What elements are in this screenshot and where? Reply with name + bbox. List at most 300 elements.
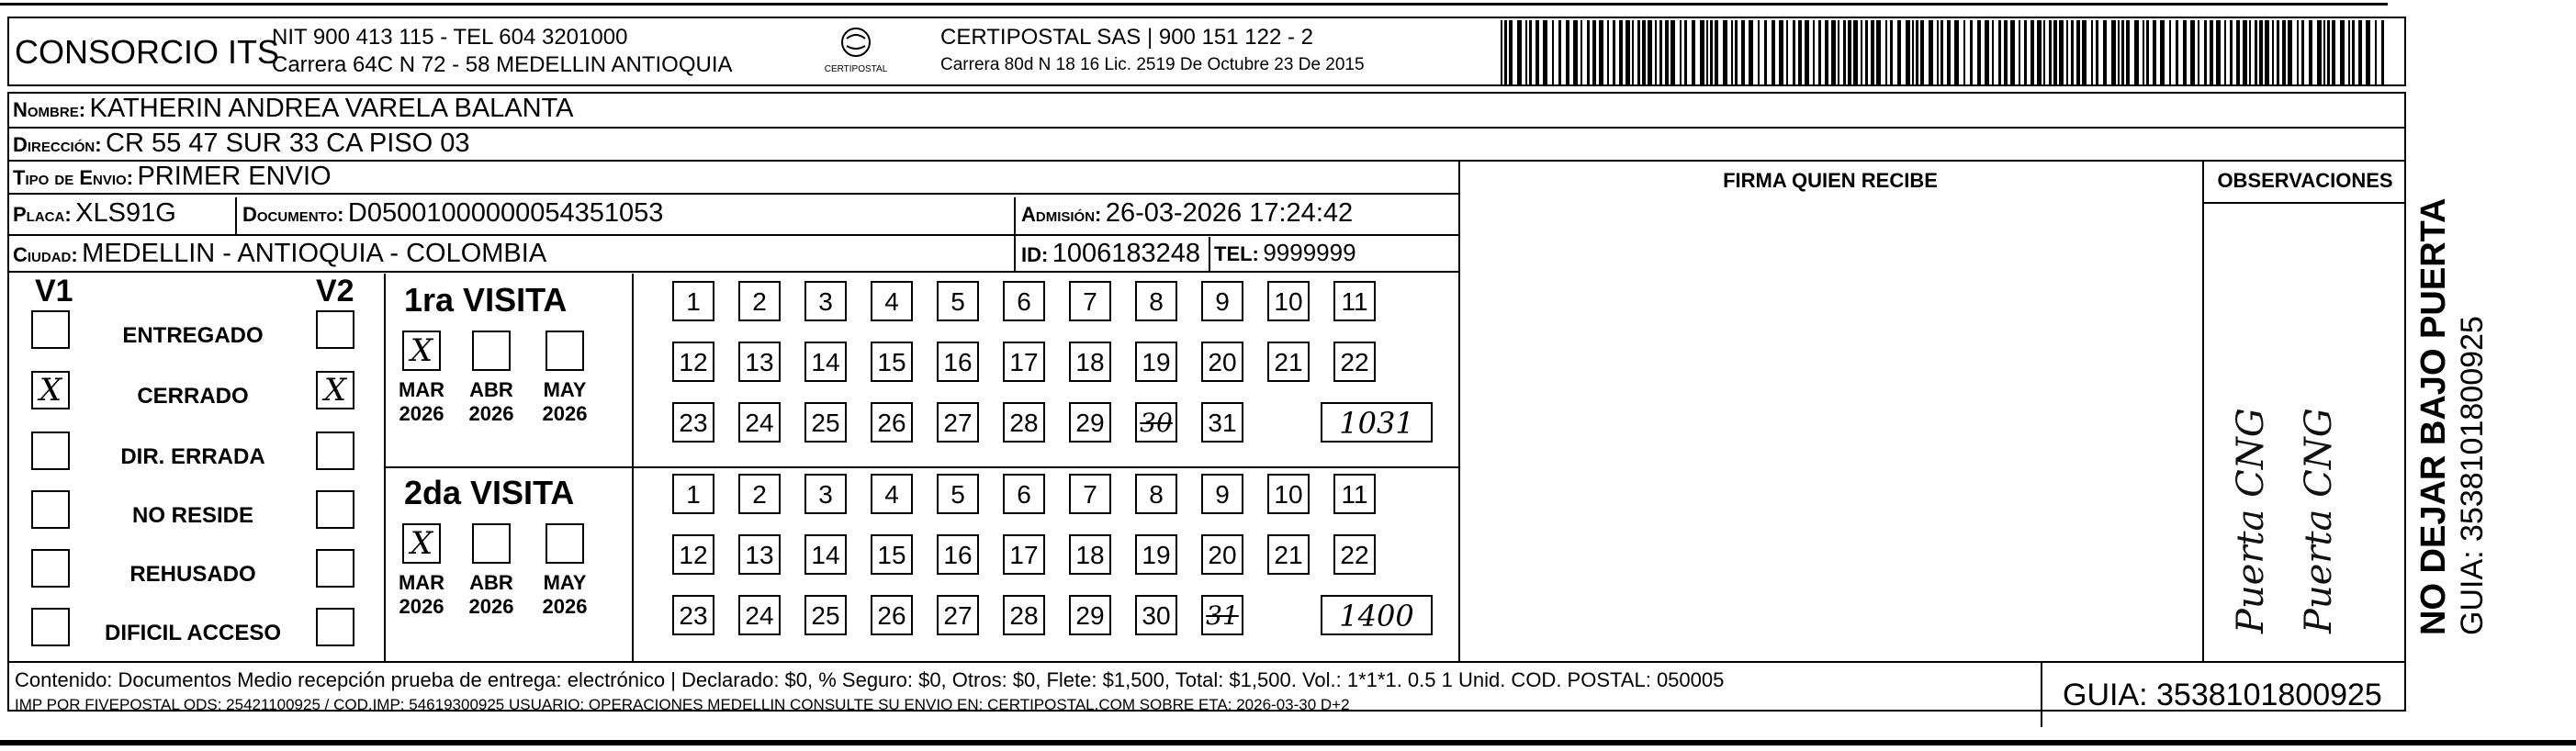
day-box[interactable]: 7 — [1069, 474, 1111, 514]
barcode-bar — [1937, 20, 1939, 86]
admision-label: Admisión: — [1021, 203, 1102, 226]
barcode-bar — [1680, 20, 1682, 86]
barcode-bar — [2236, 20, 2240, 86]
status-label: REHUSADO — [129, 562, 256, 587]
month-checkbox[interactable] — [472, 331, 511, 371]
barcode-bar — [2183, 20, 2187, 86]
cert-line: CERTIPOSTAL SAS | 900 151 122 - 2 — [940, 25, 1313, 50]
barcode-bar — [2037, 20, 2042, 86]
day-box[interactable]: 21 — [1267, 534, 1310, 575]
day-box[interactable]: 30 — [1135, 402, 1177, 443]
day-box[interactable]: 14 — [804, 534, 847, 575]
rule — [2202, 160, 2204, 661]
day-box[interactable]: 13 — [738, 534, 781, 575]
rule — [384, 466, 1458, 468]
barcode-bar — [2049, 20, 2052, 86]
barcode-bar — [2053, 20, 2057, 86]
barcode-bar — [1998, 20, 2001, 86]
side-notice — [2413, 198, 2491, 635]
barcode-bar — [2103, 20, 2107, 86]
day-box[interactable]: 11 — [1333, 281, 1376, 321]
barcode-bar — [1706, 20, 1708, 86]
barcode-bar — [1890, 20, 1893, 86]
visit2-title: 2da VISITA — [404, 474, 575, 511]
v2-checkbox[interactable] — [316, 490, 354, 529]
month-year: 2026 — [542, 595, 588, 618]
barcode-bar — [2082, 20, 2087, 86]
nombre-value: KATHERIN ANDREA VARELA BALANTA — [89, 94, 574, 123]
day-box[interactable]: 25 — [804, 402, 847, 443]
side-guia: GUIA: 3538101800925 — [2455, 316, 2490, 635]
barcode-bar — [1710, 20, 1713, 86]
month-name: MAR — [398, 571, 445, 594]
day-box[interactable]: 29 — [1069, 402, 1111, 443]
barcode — [1497, 20, 2391, 86]
observaciones-header: OBSERVACIONES — [2217, 169, 2393, 192]
day-box[interactable]: 20 — [1201, 534, 1243, 575]
v2-checkbox[interactable] — [316, 549, 354, 588]
day-box[interactable]: 14 — [804, 342, 847, 382]
barcode-bar — [1977, 20, 1981, 86]
day-box[interactable]: 6 — [1003, 281, 1045, 321]
barcode-bar — [1655, 20, 1657, 86]
barcode-bar — [1916, 20, 1918, 86]
day-box[interactable]: 27 — [937, 402, 979, 443]
month-checkbox[interactable] — [546, 331, 584, 371]
day-box[interactable]: 20 — [1201, 342, 1243, 382]
barcode-bar — [1805, 20, 1809, 86]
id-value: 1006183248 — [1052, 239, 1201, 268]
day-box[interactable]: 28 — [1003, 402, 1045, 443]
month-year: 2026 — [468, 402, 514, 425]
day-box[interactable]: 17 — [1003, 342, 1045, 382]
barcode-bar — [1954, 20, 1959, 86]
barcode-bar — [1831, 20, 1836, 86]
tel-label: TEL: — [1214, 242, 1259, 265]
barcode-bar — [2059, 20, 2064, 86]
barcode-bar — [1501, 20, 1502, 86]
observacion-handwritten-1: Puerta CNG — [2230, 408, 2272, 633]
day-box[interactable]: 27 — [937, 595, 979, 635]
barcode-bar — [2118, 20, 2120, 86]
barcode-bar — [2176, 20, 2178, 86]
barcode-bar — [1876, 20, 1881, 86]
day-box[interactable]: 5 — [937, 474, 979, 514]
barcode-bar — [1715, 20, 1718, 86]
rule — [7, 234, 1458, 236]
v2-header: V2 — [316, 274, 354, 308]
barcode-bar — [1853, 20, 1858, 86]
day-box[interactable]: 26 — [871, 402, 913, 443]
day-box[interactable]: 15 — [871, 534, 913, 575]
barcode-bar — [1741, 20, 1745, 86]
guia-number: GUIA: 3538101800925 — [2063, 678, 2382, 712]
barcode-bar — [1607, 20, 1609, 86]
barcode-bar — [1772, 20, 1775, 86]
month-label — [463, 571, 520, 619]
day-box[interactable]: 29 — [1069, 595, 1111, 635]
barcode-bar — [1793, 20, 1795, 86]
tel-field — [1214, 239, 1356, 267]
barcode-bar — [1992, 20, 1994, 86]
barcode-bar — [1897, 20, 1901, 86]
barcode-bar — [2134, 20, 2139, 86]
barcode-bar — [1529, 20, 1532, 86]
barcode-bar — [2366, 20, 2370, 86]
barcode-bar — [2249, 20, 2251, 86]
barcode-bar — [1871, 20, 1874, 86]
barcode-bar — [1735, 20, 1738, 86]
barcode-bar — [1731, 20, 1733, 86]
day-box[interactable]: 5 — [937, 281, 979, 321]
documento-value: D05001000000054351053 — [347, 198, 664, 228]
barcode-bar — [2375, 20, 2377, 86]
placa-field — [13, 198, 176, 229]
placa-value: XLS91G — [75, 198, 176, 228]
placa-label: Placa: — [13, 203, 72, 226]
nit-line: NIT 900 413 115 - TEL 604 3201000 — [272, 25, 628, 50]
barcode-bar — [1700, 20, 1704, 86]
day-box[interactable]: 3 — [804, 281, 847, 321]
barcode-bar — [2066, 20, 2068, 86]
barcode-bar — [2190, 20, 2195, 86]
day-box[interactable]: 11 — [1333, 474, 1376, 514]
tipo-label: Tipo de Envio: — [13, 166, 134, 189]
direccion-label: Dirección: — [13, 133, 102, 156]
barcode-bar — [2301, 20, 2304, 86]
certipostal-logo — [806, 24, 906, 79]
barcode-bar — [1963, 20, 1965, 86]
barcode-bar — [1764, 20, 1767, 86]
barcode-bar — [1749, 20, 1753, 86]
footer-content: Contenido: Documentos Medio recepción prueba de entrega: electrónico | Declarado: $0, % Seguro: $0, Otros: $0, Flete: $1,500, Total: $1,500. Vol.: 1*1*1. 0.5 1 Unid. COD. POSTAL: 050005 — [15, 668, 1725, 691]
address-line: Carrera 64C N 72 - 58 MEDELLIN ANTIOQUIA — [272, 52, 733, 77]
v1-checkbox[interactable] — [31, 608, 70, 646]
barcode-bar — [1825, 20, 1828, 86]
barcode-bar — [2204, 20, 2207, 86]
ciudad-value: MEDELLIN - ANTIOQUIA - COLOMBIA — [82, 239, 547, 268]
barcode-bar — [2121, 20, 2124, 86]
barcode-bar — [2146, 20, 2149, 86]
barcode-bar — [1912, 20, 1914, 86]
observacion-handwritten-2: Puerta CNG — [2298, 408, 2340, 633]
barcode-bar — [1580, 20, 1582, 86]
barcode-bar — [2143, 20, 2144, 86]
day-box[interactable]: 10 — [1267, 474, 1310, 514]
status-label: ENTREGADO — [122, 323, 264, 348]
day-box[interactable]: 25 — [804, 595, 847, 635]
month-label — [393, 378, 450, 426]
day-box[interactable]: 4 — [871, 474, 913, 514]
month-label — [393, 571, 450, 619]
barcode-bar — [1929, 20, 1933, 86]
bottom-rule — [0, 740, 2576, 745]
barcode-bar — [1798, 20, 1802, 86]
logo-text: CERTIPOSTAL — [824, 64, 888, 74]
barcode-bar — [2030, 20, 2034, 86]
barcode-bar — [2243, 20, 2247, 86]
month-year: 2026 — [542, 402, 588, 425]
day-box[interactable]: 24 — [738, 402, 781, 443]
v2-checkbox[interactable] — [316, 432, 354, 470]
barcode-bar — [1970, 20, 1973, 86]
barcode-bar — [2259, 20, 2263, 86]
no-dejar-notice: NO DEJAR BAJO PUERTA — [2414, 197, 2453, 635]
v1-header: V1 — [35, 274, 73, 308]
rule — [1014, 197, 1016, 271]
barcode-bar — [1813, 20, 1815, 86]
footer-print-info: IMP POR FIVEPOSTAL ODS: 25421100925 / COD.IMP: 54619300925 USUARIO: OPERACIONES MEDELLIN CONSULTE SU ENVIO EN: CERTIPOSTAL.COM SOBRE ETA: 2026-03-30 D+2 — [15, 696, 1350, 713]
day-box[interactable]: 6 — [1003, 474, 1045, 514]
month-name: MAY — [543, 378, 587, 401]
day-box[interactable]: 1 — [672, 474, 714, 514]
day-box[interactable]: 9 — [1201, 474, 1243, 514]
barcode-bar — [1861, 20, 1862, 86]
v2-checkbox[interactable] — [316, 310, 354, 349]
day-box[interactable]: 12 — [672, 342, 714, 382]
month-label — [536, 571, 593, 619]
barcode-bar — [1940, 20, 1943, 86]
day-box[interactable]: 31 — [1201, 595, 1243, 635]
barcode-bar — [1692, 20, 1695, 86]
ciudad-field — [13, 239, 546, 269]
company-name: CONSORCIO ITS — [15, 33, 280, 71]
barcode-bar — [1843, 20, 1846, 86]
visit-time[interactable]: 1400 — [1321, 595, 1433, 635]
ciudad-label: Ciudad: — [13, 243, 78, 266]
barcode-bar — [2288, 20, 2292, 86]
barcode-bar — [2317, 20, 2322, 86]
status-label: NO RESIDE — [131, 503, 254, 528]
status-label: DIR. ERRADA — [120, 444, 265, 469]
day-box[interactable]: 8 — [1135, 474, 1177, 514]
day-box[interactable]: 17 — [1003, 534, 1045, 575]
barcode-bar — [1723, 20, 1727, 86]
month-name: MAR — [398, 378, 445, 401]
tel-value: 9999999 — [1263, 239, 1356, 266]
barcode-bar — [1552, 20, 1554, 86]
barcode-bar — [1619, 20, 1623, 86]
day-box[interactable]: 26 — [871, 595, 913, 635]
day-box[interactable]: 23 — [672, 595, 714, 635]
barcode-bar — [2210, 20, 2213, 86]
nombre-label: Nombre: — [13, 98, 86, 121]
nombre-field — [13, 94, 574, 124]
barcode-bar — [2010, 20, 2015, 86]
barcode-bar — [2255, 20, 2257, 86]
day-box[interactable]: 8 — [1135, 281, 1177, 321]
barcode-bar — [2126, 20, 2130, 86]
barcode-bar — [2111, 20, 2116, 86]
day-box[interactable]: 12 — [672, 534, 714, 575]
barcode-bar — [2358, 20, 2362, 86]
day-box[interactable]: 10 — [1267, 281, 1310, 321]
admision-value: 26-03-2026 17:24:42 — [1105, 198, 1354, 228]
rule — [7, 193, 1458, 195]
barcode-bar — [1625, 20, 1630, 86]
day-box[interactable]: 23 — [672, 402, 714, 443]
visit-time[interactable]: 1031 — [1321, 402, 1433, 443]
barcode-bar — [2024, 20, 2027, 86]
barcode-bar — [2348, 20, 2350, 86]
day-box[interactable]: 18 — [1069, 534, 1111, 575]
day-box[interactable]: 1 — [672, 281, 714, 321]
rule — [7, 271, 1458, 273]
barcode-bar — [1947, 20, 1951, 86]
direccion-field — [13, 129, 470, 159]
day-box[interactable]: 2 — [738, 474, 781, 514]
barcode-bar — [2019, 20, 2020, 86]
barcode-bar — [2297, 20, 2299, 86]
barcode-bar — [1535, 20, 1539, 86]
barcode-bar — [1906, 20, 1910, 86]
day-box[interactable]: 16 — [937, 534, 979, 575]
rule — [7, 661, 2406, 663]
barcode-bar — [2091, 20, 2093, 86]
day-box[interactable]: 28 — [1003, 595, 1045, 635]
visit1-title: 1ra VISITA — [404, 281, 568, 319]
id-field — [1021, 239, 1200, 269]
barcode-bar — [1684, 20, 1687, 86]
certipostal-info — [940, 24, 1365, 79]
barcode-bar — [1670, 20, 1675, 86]
day-box[interactable]: 18 — [1069, 342, 1111, 382]
day-box[interactable]: 3 — [804, 474, 847, 514]
barcode-bar — [2230, 20, 2233, 86]
day-box[interactable]: 22 — [1333, 534, 1376, 575]
barcode-bar — [2309, 20, 2312, 86]
barcode-bar — [1543, 20, 1547, 86]
barcode-bar — [1637, 20, 1640, 86]
barcode-bar — [1920, 20, 1924, 86]
barcode-bar — [2272, 20, 2274, 86]
barcode-bar — [1599, 20, 1603, 86]
cert-license: Carrera 80d N 18 16 Lic. 2519 De Octubre 23 De 2015 — [940, 55, 1365, 74]
tipo-value: PRIMER ENVIO — [137, 162, 332, 191]
documento-field — [242, 198, 663, 229]
barcode-bar — [2043, 20, 2045, 86]
barcode-bar — [1509, 20, 1513, 86]
v2-checkbox[interactable]: X — [316, 371, 354, 409]
day-box[interactable]: 13 — [738, 342, 781, 382]
day-box[interactable]: 22 — [1333, 342, 1376, 382]
barcode-bar — [1613, 20, 1615, 86]
day-box[interactable]: 16 — [937, 342, 979, 382]
barcode-bar — [2096, 20, 2098, 86]
top-rule — [0, 3, 2388, 6]
v1-checkbox[interactable] — [31, 490, 70, 529]
barcode-bar — [1558, 20, 1561, 86]
v1-checkbox[interactable] — [31, 310, 70, 349]
barcode-bar — [2076, 20, 2080, 86]
day-box[interactable]: 30 — [1135, 595, 1177, 635]
v1-checkbox[interactable]: X — [31, 371, 70, 409]
month-label — [536, 378, 593, 426]
month-checkbox[interactable] — [546, 523, 584, 564]
day-box[interactable]: 19 — [1135, 534, 1177, 575]
day-box[interactable]: 4 — [871, 281, 913, 321]
day-box[interactable]: 31 — [1201, 402, 1243, 443]
day-box[interactable]: 21 — [1267, 342, 1310, 382]
barcode-bar — [1566, 20, 1569, 86]
barcode-bar — [1865, 20, 1868, 86]
barcode-bar — [2153, 20, 2156, 86]
barcode-bar — [1517, 20, 1522, 86]
day-box[interactable]: 24 — [738, 595, 781, 635]
barcode-bar — [2071, 20, 2074, 86]
barcode-bar — [1525, 20, 1527, 86]
barcode-bar — [1632, 20, 1634, 86]
admision-field — [1021, 198, 1353, 229]
barcode-bar — [2381, 20, 2384, 86]
direccion-value: CR 55 47 SUR 33 CA PISO 03 — [106, 129, 470, 158]
month-name: MAY — [543, 571, 587, 594]
rule — [7, 160, 2406, 162]
month-checkbox[interactable] — [472, 523, 511, 564]
firma-header: FIRMA QUIEN RECIBE — [1723, 169, 1938, 192]
day-box[interactable]: 15 — [871, 342, 913, 382]
barcode-bar — [1587, 20, 1590, 86]
barcode-bar — [2198, 20, 2199, 86]
barcode-bar — [2282, 20, 2286, 86]
month-name: ABR — [469, 571, 513, 594]
rule — [1458, 160, 1460, 661]
barcode-bar — [2340, 20, 2345, 86]
barcode-bar — [2265, 20, 2269, 86]
month-year: 2026 — [399, 402, 444, 425]
status-label: CERRADO — [137, 384, 249, 409]
day-box[interactable]: 2 — [738, 281, 781, 321]
barcode-bar — [2216, 20, 2221, 86]
documento-label: Documento: — [242, 203, 344, 226]
v1-checkbox[interactable] — [31, 432, 70, 470]
barcode-bar — [1642, 20, 1646, 86]
day-box[interactable]: 19 — [1135, 342, 1177, 382]
barcode-bar — [2224, 20, 2226, 86]
barcode-bar — [2169, 20, 2171, 86]
v2-checkbox[interactable] — [316, 608, 354, 646]
tipo-field — [13, 162, 332, 192]
month-name: ABR — [469, 378, 513, 401]
barcode-bar — [1779, 20, 1783, 86]
barcode-bar — [2004, 20, 2008, 86]
v1-checkbox[interactable] — [31, 549, 70, 588]
day-box[interactable]: 9 — [1201, 281, 1243, 321]
month-label — [463, 378, 520, 426]
status-label: DIFICIL ACCESO — [104, 621, 281, 645]
barcode-bar — [2160, 20, 2165, 86]
month-checkbox[interactable]: X — [402, 523, 441, 564]
barcode-bar — [2277, 20, 2279, 86]
barcode-bar — [1665, 20, 1669, 86]
barcode-bar — [1838, 20, 1839, 86]
month-checkbox[interactable]: X — [402, 331, 441, 371]
company-info — [272, 24, 733, 79]
barcode-bar — [2323, 20, 2325, 86]
barcode-bar — [1885, 20, 1887, 86]
barcode-bar — [1985, 20, 1989, 86]
barcode-bar — [2352, 20, 2355, 86]
barcode-bar — [1504, 20, 1507, 86]
rule — [235, 197, 237, 234]
barcode-bar — [1848, 20, 1851, 86]
rule — [1209, 237, 1210, 272]
month-year: 2026 — [399, 595, 444, 618]
id-label: ID: — [1021, 243, 1049, 266]
day-box[interactable]: 7 — [1069, 281, 1111, 321]
barcode-bar — [1758, 20, 1760, 86]
barcode-bar — [2327, 20, 2330, 86]
